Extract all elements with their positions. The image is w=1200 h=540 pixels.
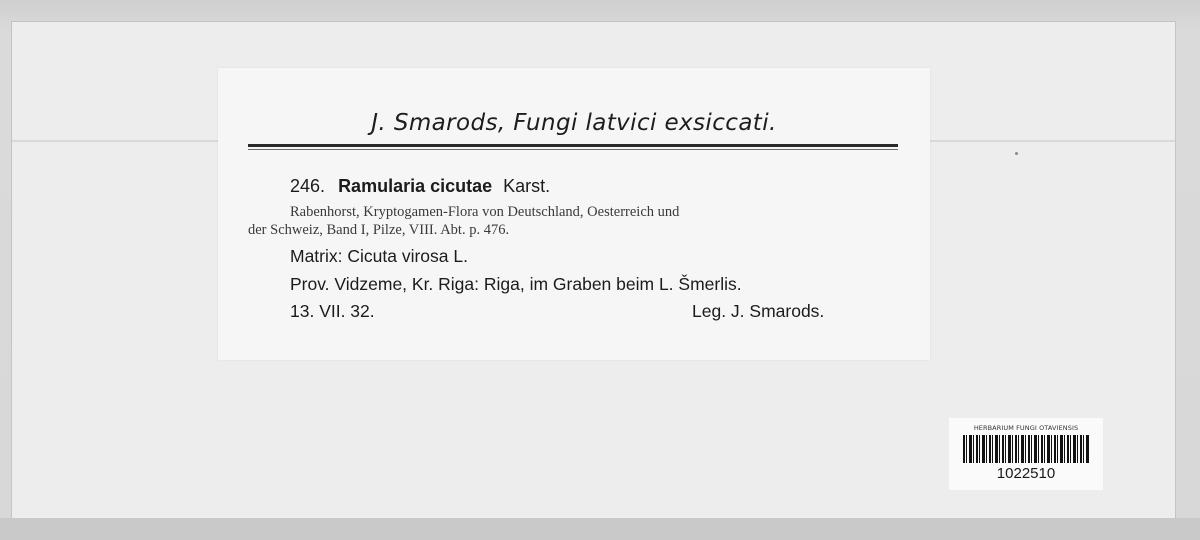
specimen-label: [218, 68, 930, 360]
matrix-line: Matrix: Cicuta virosa L.: [290, 246, 468, 266]
sheet-bottom-edge: [0, 518, 1200, 540]
label-title: J. Smarods, Fungi latvici exsiccati.: [371, 110, 777, 136]
barcode-number: 1022510: [996, 465, 1056, 482]
title-rule: [248, 144, 898, 147]
species-line: [290, 176, 550, 197]
locality-line: Prov. Vidzeme, Kr. Riga: Riga, im Graben beim L. Šmerlis.: [290, 274, 742, 294]
barcode-icon: [963, 435, 1089, 463]
species-name: Ramularia cicutae: [338, 176, 493, 196]
dust-speck: [1015, 152, 1018, 155]
collector-line: Leg. J. Smarods.: [692, 301, 825, 321]
barcode-header: HERBARIUM FUNGI OTAVIENSIS: [973, 424, 1079, 432]
barcode-label: [949, 418, 1103, 490]
title-rule-thin: [248, 149, 898, 150]
specimen-number: 246.: [290, 176, 326, 196]
species-author: Karst.: [503, 176, 551, 196]
reference-line-2: der Schweiz, Band I, Pilze, VIII. Abt. p. 476.: [248, 222, 510, 238]
collection-date: 13. VII. 32.: [290, 301, 375, 321]
reference-line-1: Rabenhorst, Kryptogamen-Flora von Deutschland, Oesterreich und: [290, 204, 680, 220]
